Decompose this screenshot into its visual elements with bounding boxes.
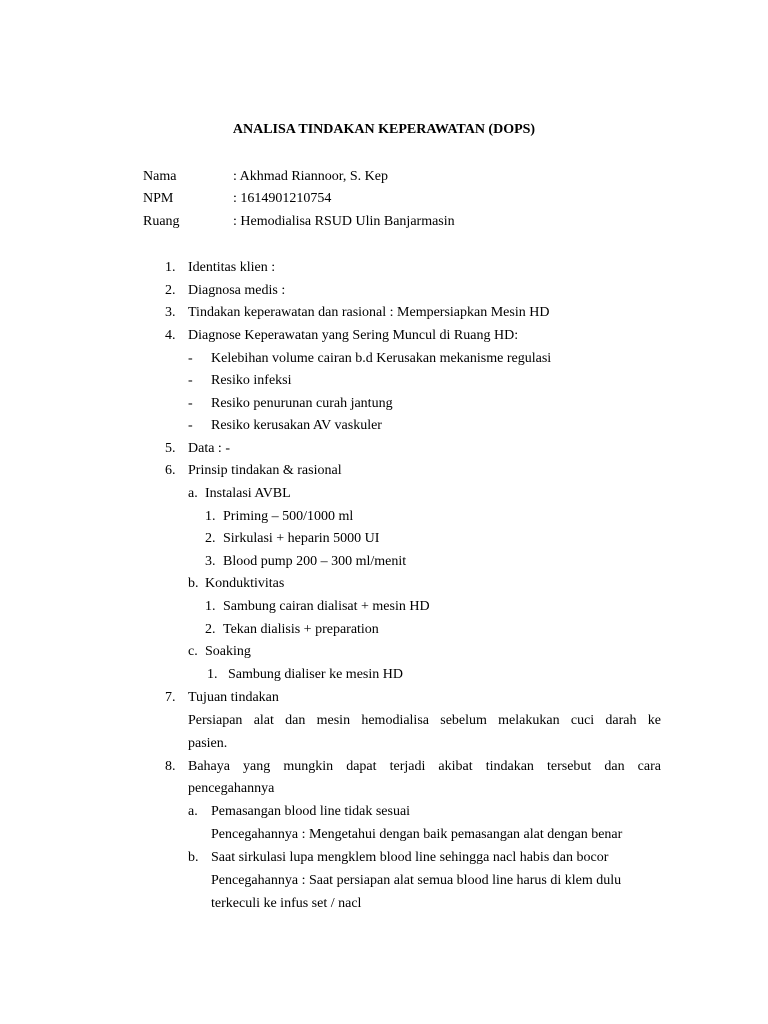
bullet-dash: - (188, 351, 193, 366)
step-number: 1. (205, 599, 216, 614)
subitem-b-text: Saat sirkulasi lupa mengklem blood line sehingga nacl habis dan bocor (211, 850, 609, 865)
item-3-number: 3. (165, 305, 176, 320)
subitem-b-text: Konduktivitas (205, 576, 285, 591)
subitem-a-letter: a. (188, 804, 198, 819)
prevention-text: Pencegahannya : Mengetahui dengan baik pemasangan alat dengan benar (211, 827, 623, 842)
item-7-number: 7. (165, 690, 176, 705)
subitem-a-text: Instalasi AVBL (205, 486, 291, 501)
item-2-text: Diagnosa medis : (188, 283, 286, 298)
item-2-number: 2. (165, 283, 176, 298)
identity-value-ruang: : Hemodialisa RSUD Ulin Banjarmasin (233, 214, 455, 229)
item-7-paragraph-line: pasien. (188, 736, 228, 751)
item-1-number: 1. (165, 260, 176, 275)
subitem-c-letter: c. (188, 644, 198, 659)
item-7-text: Tujuan tindakan (188, 690, 279, 705)
item-5-text: Data : - (188, 441, 230, 456)
subitem-a-letter: a. (188, 486, 198, 501)
bullet-dash: - (188, 418, 193, 433)
bullet-text: Kelebihan volume cairan b.d Kerusakan mekanisme regulasi (211, 351, 552, 366)
bullet-dash: - (188, 396, 193, 411)
document-title: ANALISA TINDAKAN KEPERAWATAN (DOPS) (232, 122, 536, 137)
item-3-text: Tindakan keperawatan dan rasional : Mempersiapkan Mesin HD (188, 305, 550, 320)
step-number: 1. (205, 509, 216, 524)
item-4-text: Diagnose Keperawatan yang Sering Muncul di Ruang HD: (188, 328, 519, 343)
step-number: 2. (205, 531, 216, 546)
step-text: Sirkulasi + heparin 5000 UI (223, 531, 380, 546)
identity-label-ruang: Ruang (143, 214, 180, 229)
prevention-text-continued: terkeculi ke infus set / nacl (211, 896, 362, 911)
step-text: Priming – 500/1000 ml (223, 509, 354, 524)
step-number: 1. (207, 667, 218, 682)
item-1-text: Identitas klien : (188, 260, 276, 275)
item-6-number: 6. (165, 463, 176, 478)
identity-value-nama: : Akhmad Riannoor, S. Kep (233, 169, 388, 184)
subitem-b-letter: b. (188, 850, 199, 865)
item-7-paragraph-line: Persiapan alat dan mesin hemodialisa sebelum melakukan cuci darah ke (188, 713, 661, 728)
step-number: 2. (205, 622, 216, 637)
item-4-number: 4. (165, 328, 176, 343)
item-8-text: Bahaya yang mungkin dapat terjadi akibat tindakan tersebut dan cara (188, 759, 661, 774)
bullet-text: Resiko kerusakan AV vaskuler (211, 418, 382, 433)
identity-label-nama: Nama (143, 169, 177, 184)
bullet-text: Resiko penurunan curah jantung (211, 396, 393, 411)
bullet-dash: - (188, 373, 193, 388)
subitem-c-text: Soaking (205, 644, 251, 659)
subitem-a-text: Pemasangan blood line tidak sesuai (211, 804, 411, 819)
item-5-number: 5. (165, 441, 176, 456)
identity-value-npm: : 1614901210754 (233, 191, 332, 206)
step-text: Tekan dialisis + preparation (223, 622, 379, 637)
step-number: 3. (205, 554, 216, 569)
step-text: Sambung cairan dialisat + mesin HD (223, 599, 430, 614)
item-8-text-continued: pencegahannya (188, 781, 275, 796)
prevention-text: Pencegahannya : Saat persiapan alat semua blood line harus di klem dulu (211, 873, 622, 888)
identity-label-npm: NPM (143, 191, 174, 206)
step-text: Blood pump 200 – 300 ml/menit (223, 554, 407, 569)
bullet-text: Resiko infeksi (211, 373, 292, 388)
step-text: Sambung dialiser ke mesin HD (228, 667, 403, 682)
subitem-b-letter: b. (188, 576, 199, 591)
item-8-number: 8. (165, 759, 176, 774)
item-6-text: Prinsip tindakan & rasional (188, 463, 342, 478)
